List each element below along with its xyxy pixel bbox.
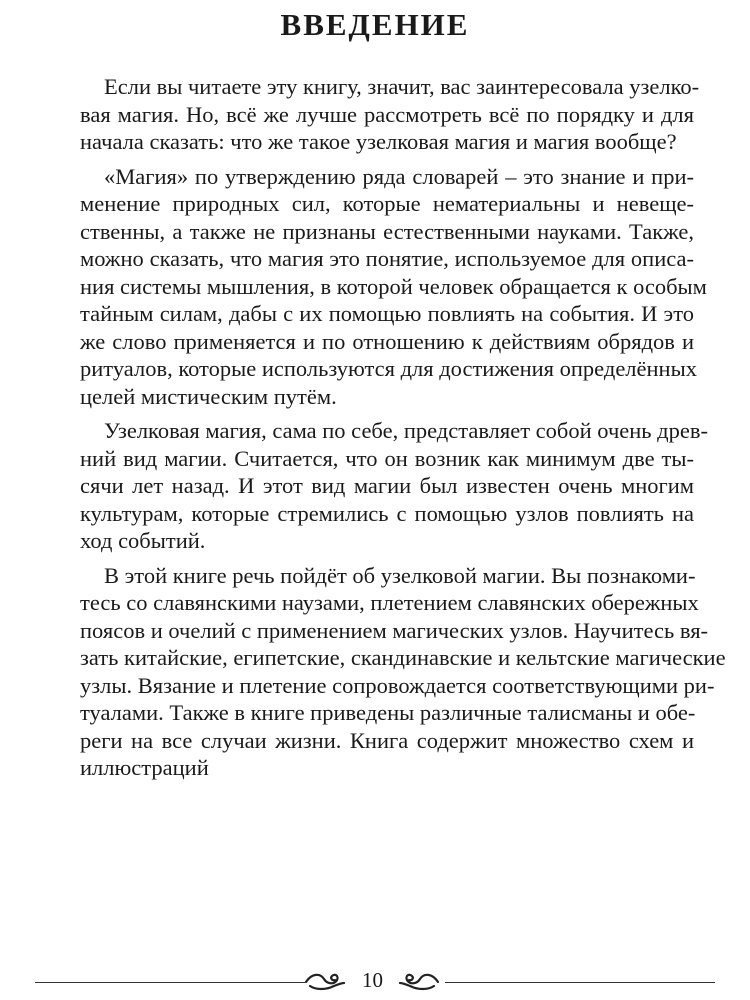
- text-line: менение природных сил, которые нематериальны и невеще-: [80, 191, 694, 216]
- text-line: же слово применяется и по отношению к действиям обрядов и: [80, 328, 694, 354]
- flourish-ornament-icon: [304, 969, 346, 995]
- footer-rule-left: [35, 982, 305, 983]
- text-line: культурам, которые стремились с помощью узлов повлиять на: [80, 500, 694, 526]
- text-line: ний вид магии. Считается, что он возник как минимум две ты-: [80, 445, 694, 471]
- text-line: реги на все случаи жизни. Книга содержит множество схем и: [80, 727, 694, 753]
- paragraph-3: [80, 417, 708, 555]
- text-line: поясов и очелий с применением магических узлов. Научитесь вя-: [80, 617, 709, 643]
- text-line: туалами. Также в книге приведены различные талисманы и обе-: [80, 700, 696, 725]
- text-line: зать китайские, египетские, скандинавские и кельтские магические: [80, 645, 726, 670]
- text-line: тайным силам, дабы с их помощью повлиять на события. И это: [80, 301, 694, 326]
- text-line: сячи лет назад. И этот вид магии был известен очень многим: [80, 473, 694, 498]
- text-line: В этой книге речь пойдёт об узелковой магии. Вы познакоми-: [104, 562, 696, 588]
- text-line: можно сказать, что магия это понятие, используемое для описа-: [80, 246, 694, 271]
- footer-rule-right: [445, 982, 715, 983]
- page-title: ВВЕДЕНИЕ: [280, 7, 470, 42]
- text-line: ход событий.: [80, 528, 206, 553]
- text-line: целей мистическим путём.: [80, 383, 337, 409]
- text-line: вая магия. Но, всё же лучше рассмотреть всё по порядку и для: [80, 101, 694, 127]
- page-number: 10: [362, 968, 383, 992]
- text-line: «Магия» по утверждению ряда словарей – это знание и при-: [104, 163, 694, 189]
- page-footer: [0, 965, 750, 995]
- paragraph-4: [80, 562, 726, 782]
- text-line: иллюстраций: [80, 755, 209, 780]
- body-text: [80, 73, 726, 789]
- text-line: ритуалов, которые используются для достижения определённых: [80, 356, 697, 381]
- text-line: Узелковая магия, сама по себе, представляет собой очень древ-: [104, 418, 708, 443]
- text-line: узлы. Вязание и плетение сопровождается соответствующими ри-: [80, 672, 715, 698]
- flourish-ornament-icon: [398, 969, 440, 995]
- text-line: Если вы читаете эту книгу, значит, вас заинтересовала узелко-: [104, 74, 700, 99]
- paragraph-2: [80, 163, 707, 411]
- text-line: ственны, а также не признаны естественными науками. Также,: [80, 218, 694, 244]
- paragraph-1: [80, 73, 700, 156]
- text-line: ния системы мышления, в которой человек обращается к особым: [80, 273, 707, 299]
- text-line: тесь со славянскими наузами, плетением славянских обережных: [80, 590, 699, 615]
- text-line: начала сказать: что же такое узелковая магия и магия вообще?: [80, 129, 677, 154]
